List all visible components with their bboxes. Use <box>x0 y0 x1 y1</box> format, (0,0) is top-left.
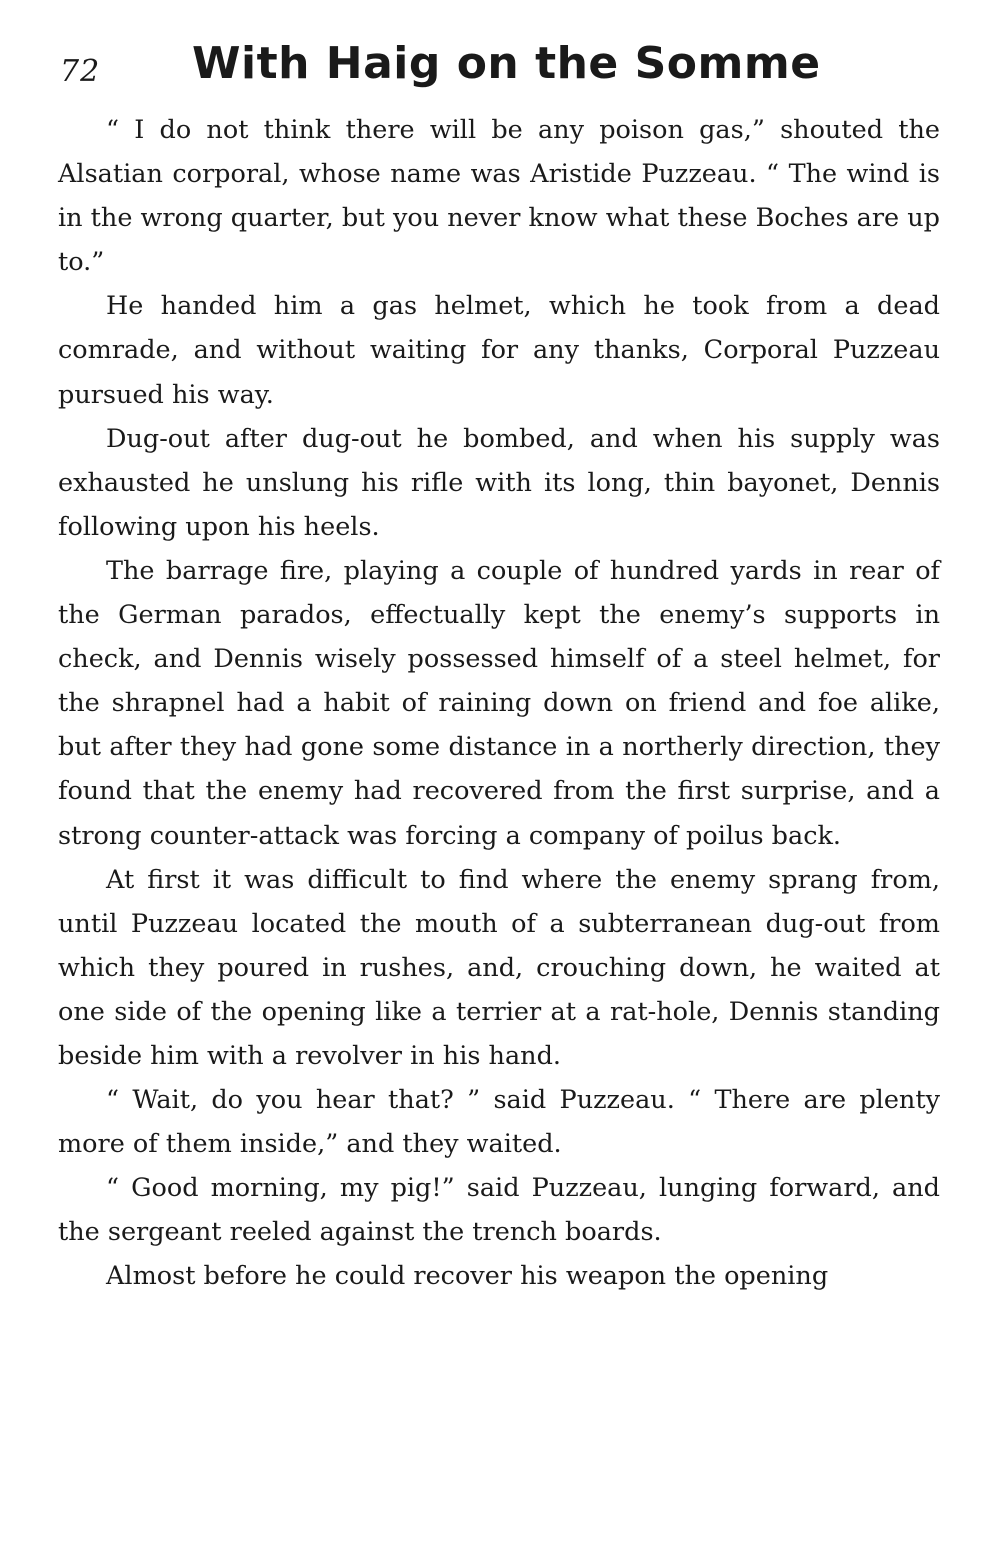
page-header <box>58 38 938 108</box>
body-text <box>58 108 940 1299</box>
page-number: 72 <box>60 54 101 89</box>
running-title: With Haig on the Somme <box>192 38 821 89</box>
paragraph: He handed him a gas helmet, which he took from a dead comrade, and without waiting for any thanks, Corporal Puzzeau pursued his way. <box>58 291 940 410</box>
paragraph: Almost before he could recover his weapon the opening <box>106 1261 829 1292</box>
paragraph: “ I do not think there will be any poison gas,” shouted the Alsatian corporal, whose name was Aristide Puzzeau. “ The wind is in the wrong quarter, but you never know what these Boches are up to.” <box>58 115 940 278</box>
paragraph: Dug-out after dug-out he bombed, and when his supply was exhausted he unslung his rifle with its long, thin bayonet, Dennis following upon his heels. <box>58 423 940 542</box>
paragraph: “ Good morning, my pig!” said Puzzeau, lunging forward, and the sergeant reeled against the trench boards. <box>58 1173 940 1248</box>
paragraph: At first it was difficult to find where the enemy sprang from, until Puzzeau located the mouth of a subterranean dug-out from which they poured in rushes, and, crouching down, he waited at one side of the opening like a terrier at a rat-hole, Dennis standing beside him with a revolver in his hand. <box>58 864 940 1071</box>
paragraph: “ Wait, do you hear that? ” said Puzzeau. “ There are plenty more of them inside,” and they waited. <box>58 1085 940 1160</box>
paragraph: The barrage fire, playing a couple of hundred yards in rear of the German parados, effectually kept the enemy’s supports in check, and Dennis wisely possessed himself of a steel helmet, for the shrapnel had a habit of raining down on friend and foe alike, but after they had gone some distance in a northerly direction, they found that the enemy had recovered from the first surprise, and a strong counter-attack was forcing a company of poilus back. <box>58 555 940 851</box>
